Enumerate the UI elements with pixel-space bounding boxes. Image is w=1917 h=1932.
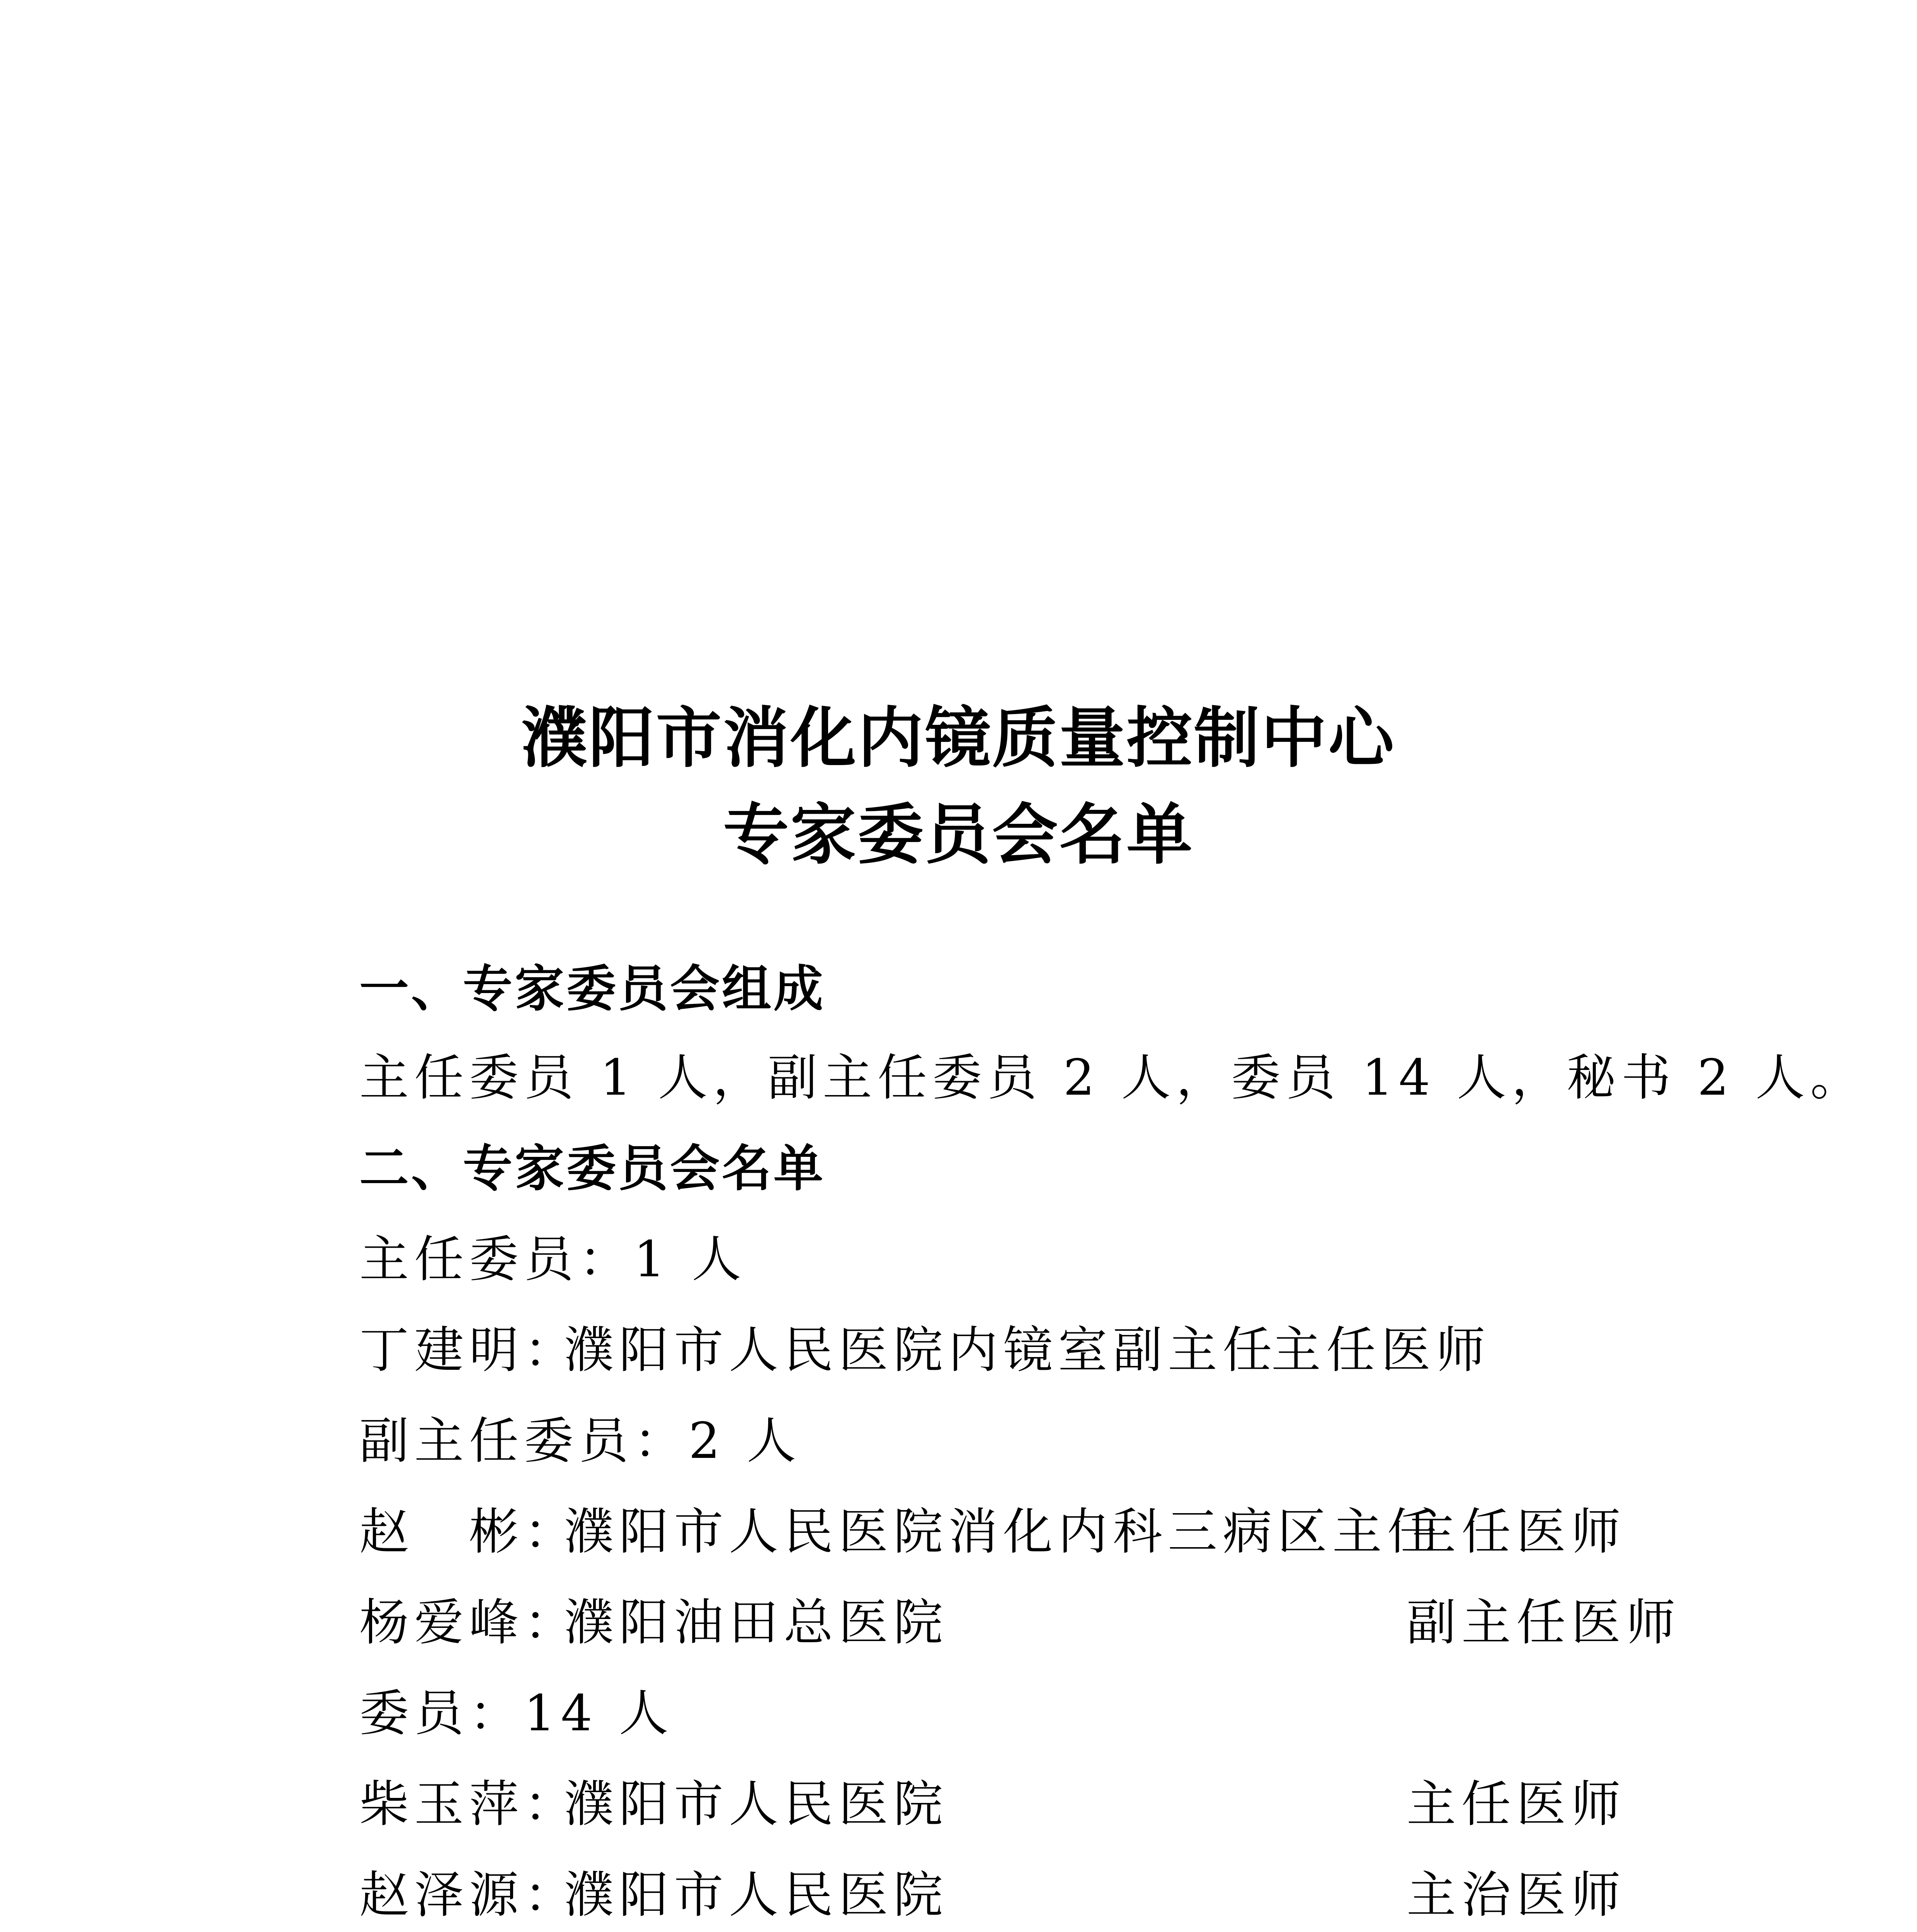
vice-chair-row xyxy=(359,1501,1866,1563)
member-org: 濮阳市人民医院 xyxy=(564,1776,949,1833)
member-name: 柴玉萍： xyxy=(359,1776,579,1833)
member-title: 主任医师 xyxy=(1407,1503,1626,1561)
member-name: 赵 彬： xyxy=(359,1503,579,1561)
member-org: 濮阳市人民医院消化内科三病区主任 xyxy=(564,1503,1442,1561)
vice-chair-row xyxy=(359,1592,1866,1654)
members-label: 委员：14 人 xyxy=(359,1685,674,1742)
chair-row xyxy=(359,1320,1866,1381)
chair-label: 主任委员：1 人 xyxy=(359,1231,747,1288)
section1-body: 主任委员 1 人，副主任委员 2 人，委员 14 人，秘书 2 人。 xyxy=(359,1049,1865,1107)
member-title: 主任医师 xyxy=(1407,1776,1626,1833)
member-row xyxy=(359,1774,1866,1835)
member-title: 副主任医师 xyxy=(1407,1594,1681,1651)
member-name: 杨爱峰： xyxy=(359,1594,579,1651)
document-title-line1: 濮阳市消化内镜质量控制中心 xyxy=(521,699,1396,777)
member-name: 丁建明： xyxy=(359,1321,579,1379)
vice-chair-label: 副主任委员：2 人 xyxy=(359,1412,802,1470)
section2-heading: 二、专家委员会名单 xyxy=(359,1140,826,1197)
member-org: 濮阳市人民医院内镜室副主任 xyxy=(564,1321,1278,1379)
document-title-line2: 专家委员会名单 xyxy=(723,796,1194,873)
member-org: 濮阳市人民医院 xyxy=(564,1866,949,1924)
member-title: 主治医师 xyxy=(1407,1866,1626,1924)
member-row xyxy=(359,1864,1866,1926)
member-name: 赵泽源： xyxy=(359,1866,579,1924)
member-title: 主任医师 xyxy=(1271,1321,1491,1379)
member-org: 濮阳油田总医院 xyxy=(564,1594,949,1651)
section1-heading: 一、专家委员会组成 xyxy=(359,960,826,1018)
